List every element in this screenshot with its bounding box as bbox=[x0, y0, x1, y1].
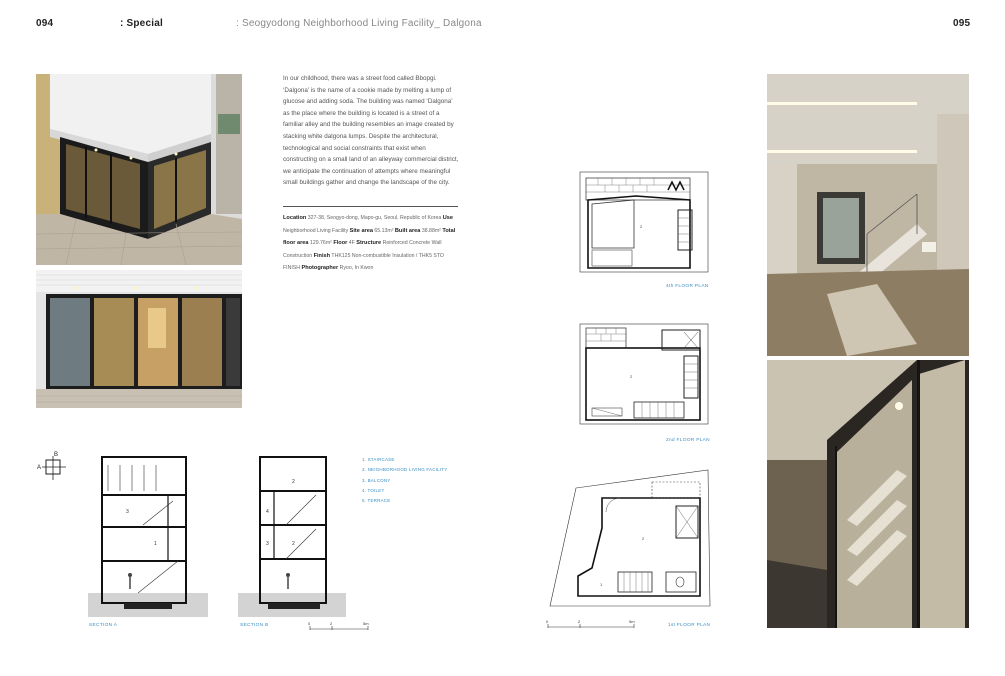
plan-scale-bar bbox=[546, 618, 638, 636]
first-floor-plan bbox=[548, 468, 712, 615]
section-b-drawing bbox=[238, 455, 350, 625]
legend-item-2: 2. NEIGHBORHOOD LIVING FACILITY bbox=[362, 467, 448, 473]
key-plan-b: B bbox=[54, 452, 59, 458]
legend-item-1: 1. STAIRCASE bbox=[362, 457, 395, 462]
section-b-number-4: 4 bbox=[266, 509, 269, 515]
fourth-floor-caption: 4th FLOOR PLAN bbox=[666, 284, 709, 289]
section-b-caption: SECTION B bbox=[240, 623, 269, 628]
section-scale-bar bbox=[308, 620, 372, 638]
photographer-value: Ryoo, In Kwon bbox=[339, 265, 374, 271]
fourth-floor-number-2: 2 bbox=[640, 224, 643, 229]
plan-scale-tick-5m: 5m bbox=[629, 619, 635, 624]
section-a-number-3: 3 bbox=[126, 509, 129, 515]
scale-tick-5m: 5m bbox=[363, 621, 369, 626]
stair-window-photo bbox=[767, 360, 969, 628]
finish-label: Finish bbox=[313, 252, 331, 259]
exterior-corner-photo bbox=[36, 74, 242, 265]
site-area-label: Site area bbox=[349, 227, 373, 234]
key-plan-icon bbox=[36, 450, 70, 487]
second-floor-number-2: 2 bbox=[630, 374, 633, 379]
location-value: 327-38, Seogyo-dong, Mapo-gu, Seoul, Republic of Korea bbox=[307, 215, 442, 221]
project-title: : Seogyodong Neighborhood Living Facility_ Dalgona bbox=[236, 18, 482, 29]
first-floor-number-2: 2 bbox=[642, 536, 645, 541]
section-b-number-3: 3 bbox=[266, 541, 269, 547]
total-floor-area-value: 129.76m² bbox=[309, 240, 332, 246]
scale-tick-2: 2 bbox=[330, 621, 333, 626]
interior-staircase-photo bbox=[767, 74, 969, 356]
finish-value: THK125 Non-combustible Insulation / THK5 STO FINISH bbox=[283, 252, 444, 271]
legend bbox=[362, 455, 447, 506]
second-floor-plan bbox=[578, 322, 710, 433]
floor-value: 4F bbox=[348, 240, 355, 246]
site-area-value: 65.13m² bbox=[374, 227, 394, 234]
project-description: In our childhood, there was a street food called Bbopgi. ‘Dalgona’ is the name of a cookie made by melting a lump of glucose and adding soda. The building was named ‘Dalgona’ as the place where the building is located is a street of a familiar alley and the building resembles an image created by stacking white dalgona lumps. Despite the architectural, technological and social constraints that exist when constructing on a small land of an alleyway commercial district, we anticipate the continuation of attempts where meaningful small buildings gather and change the landscape of the city. bbox=[283, 75, 459, 187]
fourth-floor-plan bbox=[578, 170, 710, 281]
second-floor-caption: 2nd FLOOR PLAN bbox=[666, 438, 710, 443]
legend-item-5: 5. TERRACE bbox=[362, 498, 391, 504]
structure-value: Reinforced Concrete Wall Construction bbox=[283, 240, 442, 259]
project-info bbox=[283, 212, 461, 275]
section-label: : Special bbox=[120, 18, 163, 29]
key-plan-a: A bbox=[37, 465, 42, 471]
use-value: Neighborhood Living Facility bbox=[283, 227, 349, 234]
total-floor-area-label: Total floor area bbox=[283, 227, 456, 246]
first-floor-caption: 1st FLOOR PLAN bbox=[668, 623, 711, 628]
storefront-photo bbox=[36, 270, 242, 408]
right-page-number: 095 bbox=[953, 18, 971, 29]
section-a-number-1: 1 bbox=[154, 541, 157, 547]
section-b-number-2b: 2 bbox=[292, 541, 295, 547]
plan-scale-tick-0: 0 bbox=[546, 619, 549, 624]
structure-label: Structure bbox=[356, 240, 382, 246]
plan-scale-tick-2: 2 bbox=[578, 619, 581, 624]
divider bbox=[283, 206, 458, 207]
built-area-value: 38.88m² bbox=[421, 227, 441, 234]
legend-item-3: 3. BALCONY bbox=[362, 477, 391, 483]
floor-label: Floor bbox=[333, 240, 348, 246]
built-area-label: Built area bbox=[394, 227, 421, 234]
photographer-label: Photographer bbox=[301, 265, 339, 271]
section-b-number-2: 2 bbox=[292, 479, 295, 485]
use-label: Use bbox=[442, 215, 454, 221]
legend-item-4: 4. TOILET bbox=[362, 487, 385, 493]
location-label: Location bbox=[283, 215, 307, 221]
scale-tick-0: 0 bbox=[308, 621, 311, 626]
section-a-drawing bbox=[88, 455, 213, 625]
left-page-number: 094 bbox=[36, 18, 54, 29]
first-floor-number-1: 1 bbox=[600, 582, 603, 587]
section-a-caption: SECTION A bbox=[89, 623, 118, 628]
